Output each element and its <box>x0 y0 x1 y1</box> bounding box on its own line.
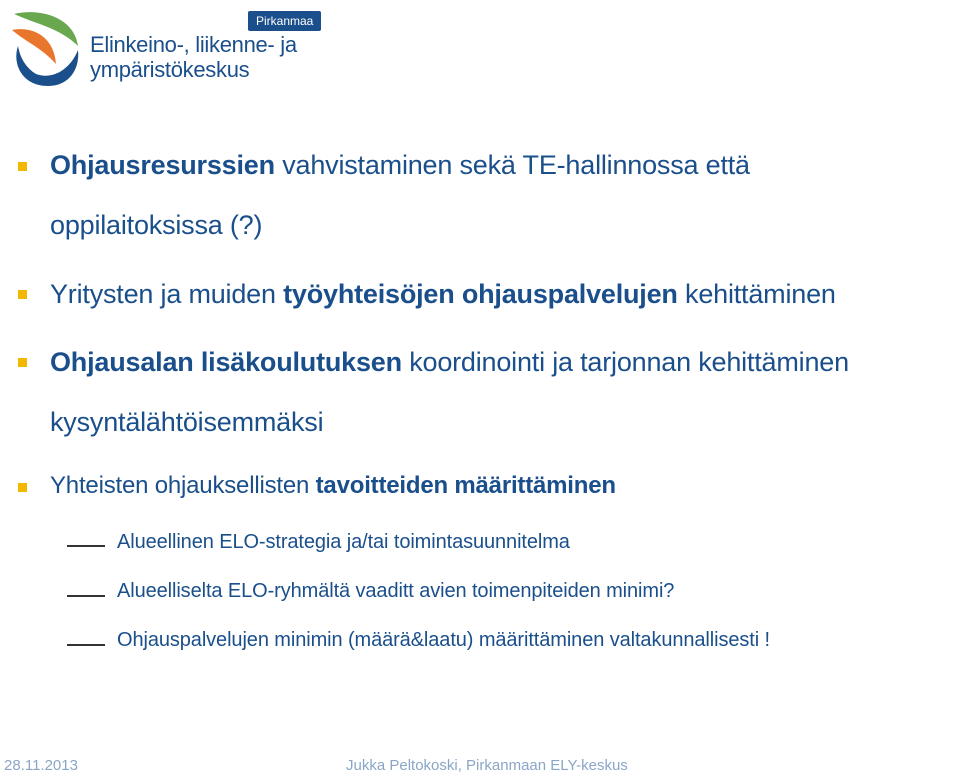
bullet-line <box>50 210 262 241</box>
text: oppilaitoksissa (?) <box>50 210 263 240</box>
text: kehittäminen <box>677 279 836 309</box>
bullet-square-icon <box>18 162 27 171</box>
bullet-line <box>50 407 323 438</box>
ely-leaf-icon <box>8 6 88 88</box>
dash-bullet-icon <box>67 545 105 547</box>
footer-date: 28.11.2013 <box>4 757 78 774</box>
organization-name-line1: Elinkeino-, liikenne- ja <box>90 32 297 57</box>
bullet-line <box>50 472 616 500</box>
footer-author: Jukka Peltokoski, Pirkanmaan ELY-keskus <box>346 757 628 774</box>
text: Yritysten ja muiden <box>50 279 284 309</box>
region-badge: Pirkanmaa <box>248 11 321 31</box>
bold-text: tavoitteiden määrittäminen <box>315 472 616 499</box>
bold-text: Ohjausresurssien <box>50 150 275 180</box>
sub-item-2: Alueelliselta ELO-ryhmältä vaaditt avien toimenpiteiden minimi? <box>117 580 675 602</box>
text: Yhteisten ohjauksellisten <box>50 472 316 499</box>
text: koordinointi ja tarjonnan kehittäminen <box>401 347 849 377</box>
bullet-square-icon <box>18 290 27 299</box>
sub-item-1: Alueellinen ELO-strategia ja/tai toimintasuunnitelma <box>117 531 570 553</box>
dash-bullet-icon <box>67 644 105 646</box>
ely-logo <box>8 6 314 88</box>
bullet-square-icon <box>18 483 27 492</box>
bold-text: työyhteisöjen ohjauspalvelujen <box>283 279 678 309</box>
bullet-line <box>50 150 750 181</box>
bullet-line <box>50 279 836 310</box>
bullet-square-icon <box>18 358 27 367</box>
text: vahvistaminen sekä TE-hallinnossa että <box>274 150 750 180</box>
bold-text: Ohjausalan lisäkoulutuksen <box>50 347 402 377</box>
text: kysyntälähtöisemmäksi <box>50 407 324 437</box>
dash-bullet-icon <box>67 595 105 597</box>
bullet-line <box>50 347 849 378</box>
organization-name <box>90 32 297 82</box>
sub-item-3: Ohjauspalvelujen minimin (määrä&laatu) määrittäminen valtakunnallisesti ! <box>117 629 771 651</box>
organization-name-line2: ympäristökeskus <box>90 57 250 82</box>
